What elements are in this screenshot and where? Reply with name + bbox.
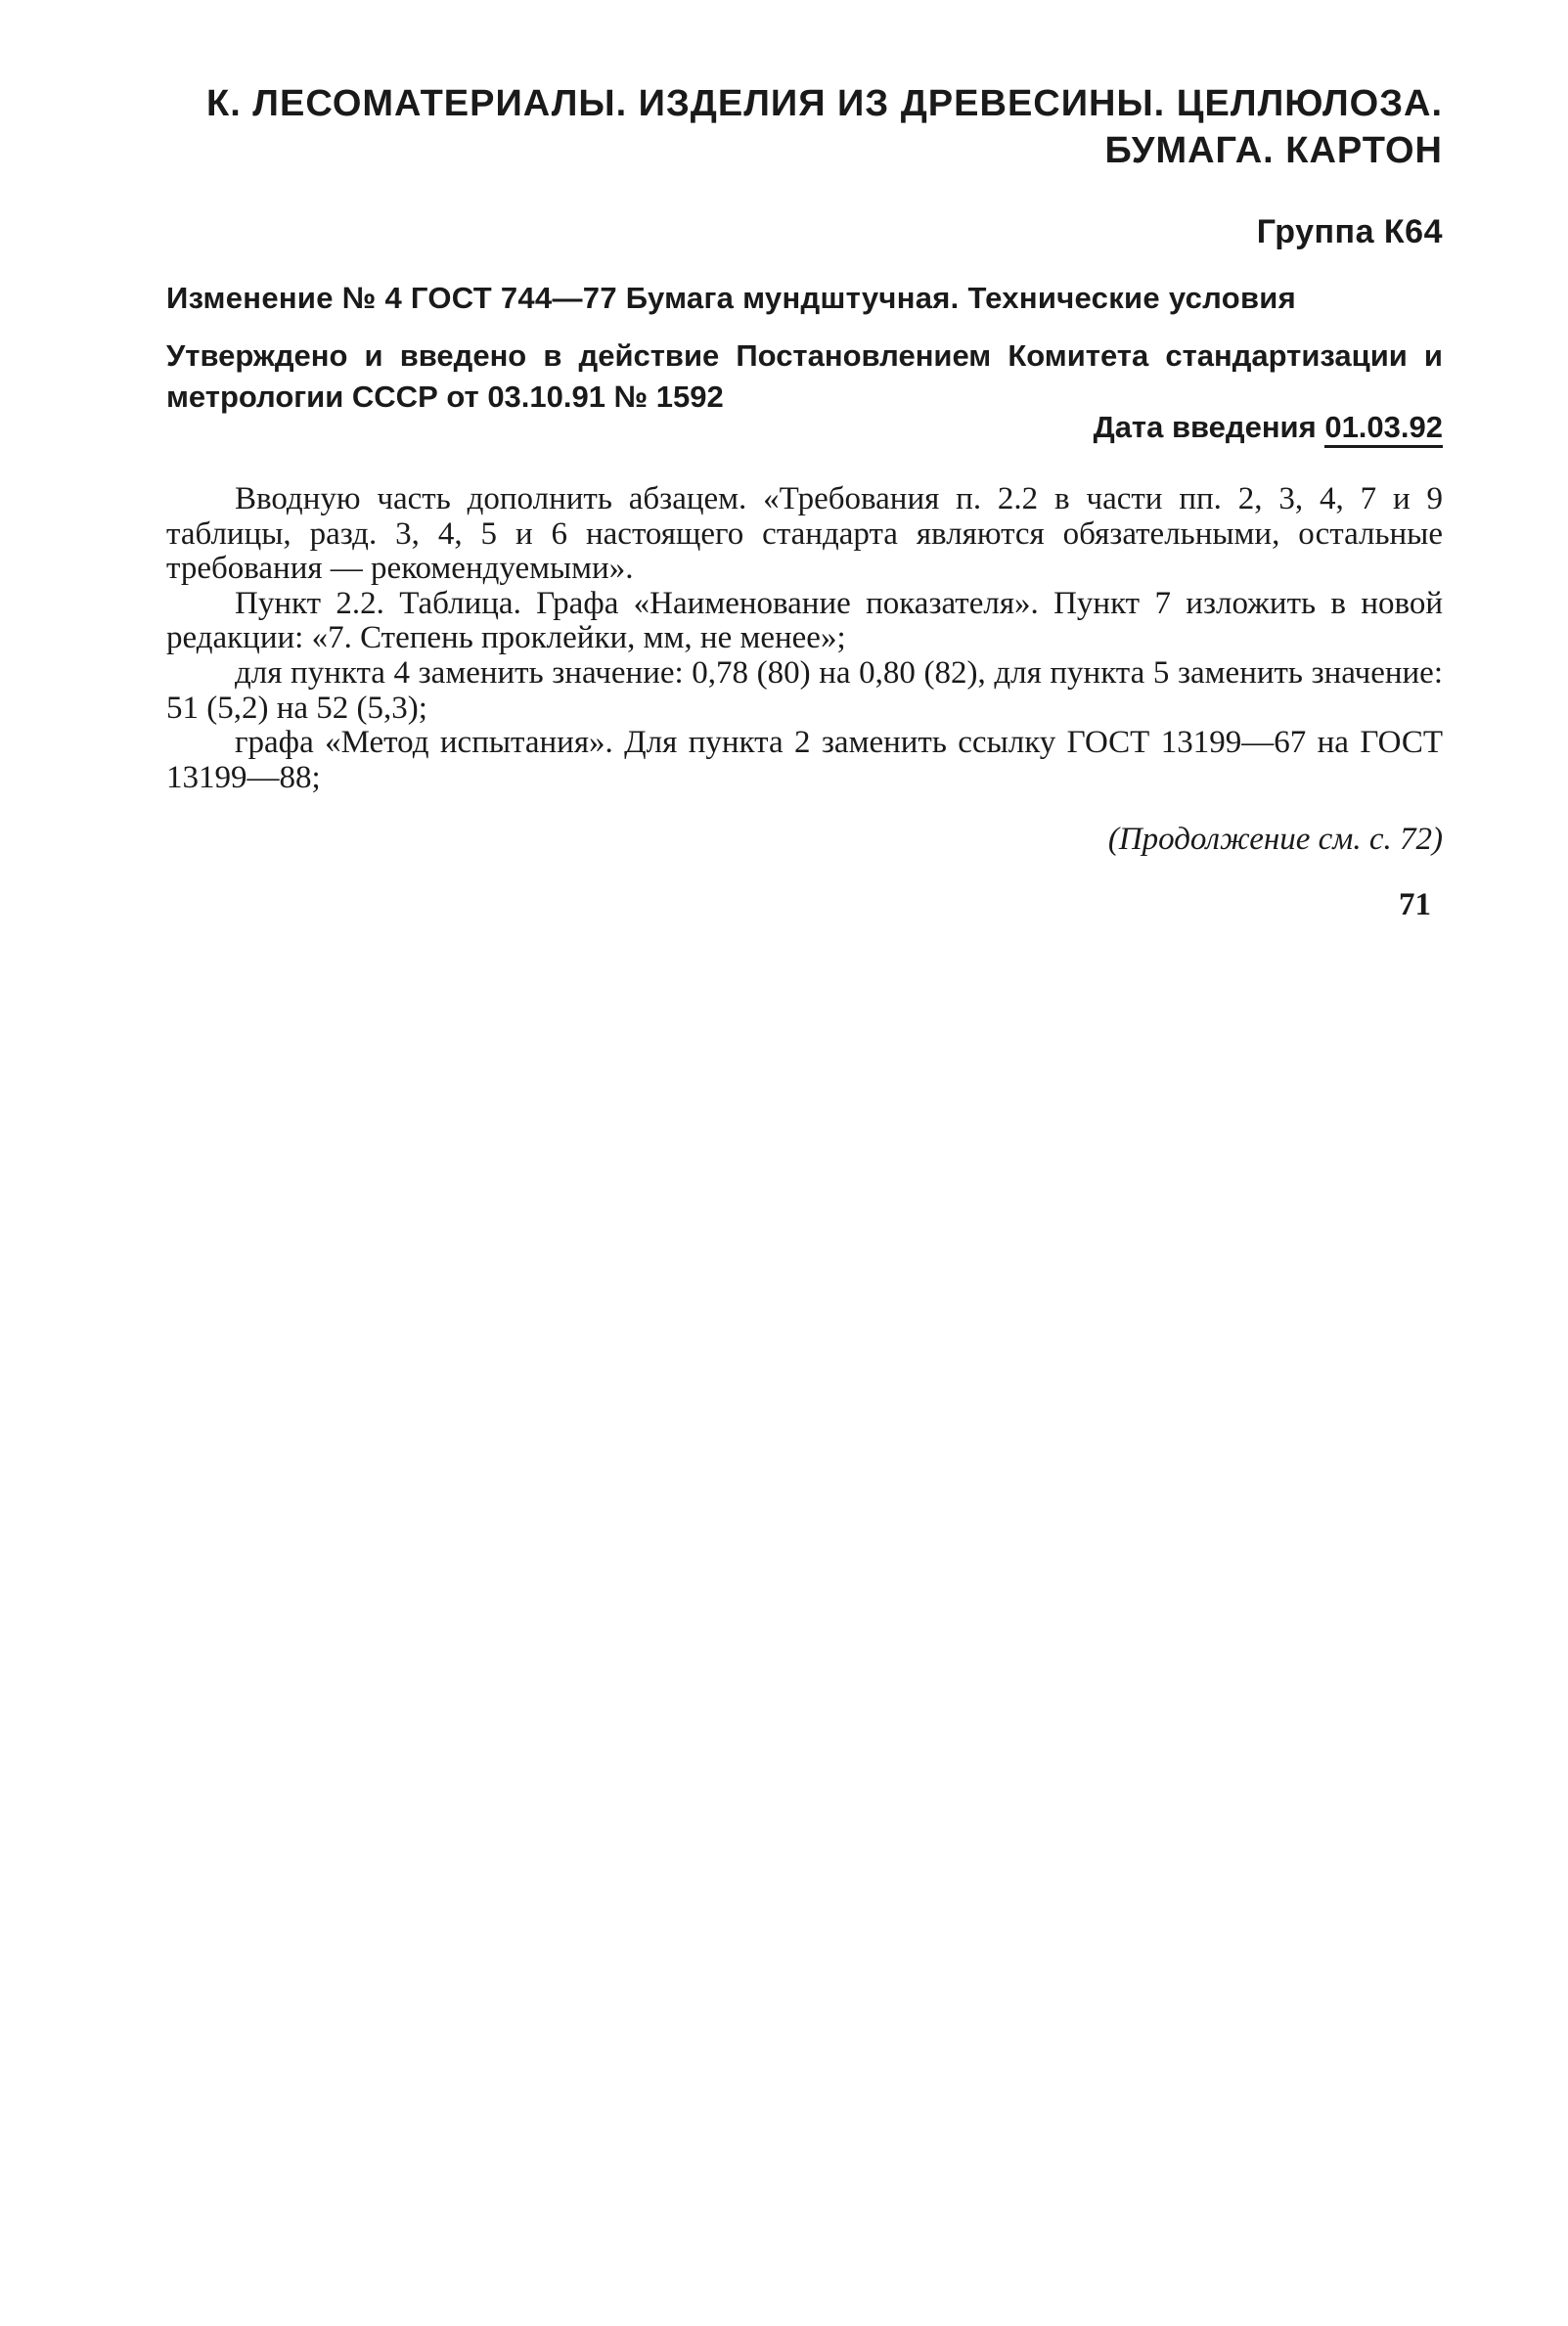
change-title: Изменение № 4 ГОСТ 744—77 Бумага мундштучная. Технические условия: [166, 281, 1297, 315]
continuation-note: (Продолжение см. с. 72): [1107, 822, 1443, 857]
paragraph: графа «Метод испытания». Для пункта 2 заменить ссылку ГОСТ 13199—67 на ГОСТ 13199—88;: [166, 725, 1443, 795]
introduction-date-label: Дата введения: [1093, 410, 1325, 444]
approval-statement: Утверждено и введено в действие Постановлением Комитета стандартизации и метрологии СССР от 03.10.91 № 1592: [166, 338, 1443, 414]
section-heading-line-1: К. ЛЕСОМАТЕРИАЛЫ. ИЗДЕЛИЯ ИЗ ДРЕВЕСИНЫ. ЦЕЛЛЮЛОЗА.: [206, 83, 1443, 124]
paragraph: Вводную часть дополнить абзацем. «Требования п. 2.2 в части пп. 2, 3, 4, 7 и 9 таблицы, разд. 3, 4, 5 и 6 настоящего стандарта являются обязательными, остальные требования — рекомендуемыми».: [166, 481, 1443, 587]
body-text: [166, 482, 1443, 795]
introduction-date: [1094, 407, 1443, 448]
group-code: Группа К64: [1256, 213, 1443, 250]
page-number: 71: [1399, 887, 1431, 922]
paragraph: для пункта 4 заменить значение: 0,78 (80) на 0,80 (82), для пункта 5 заменить значение: 51 (5,2) на 52 (5,3);: [166, 654, 1443, 726]
paragraph: Пункт 2.2. Таблица. Графа «Наименование показателя». Пункт 7 изложить в новой редакции: «7. Степень проклейки, мм, не менее»;: [166, 585, 1443, 656]
introduction-date-value: 01.03.92: [1324, 410, 1443, 448]
section-heading-line-2: БУМАГА. КАРТОН: [1104, 130, 1443, 171]
